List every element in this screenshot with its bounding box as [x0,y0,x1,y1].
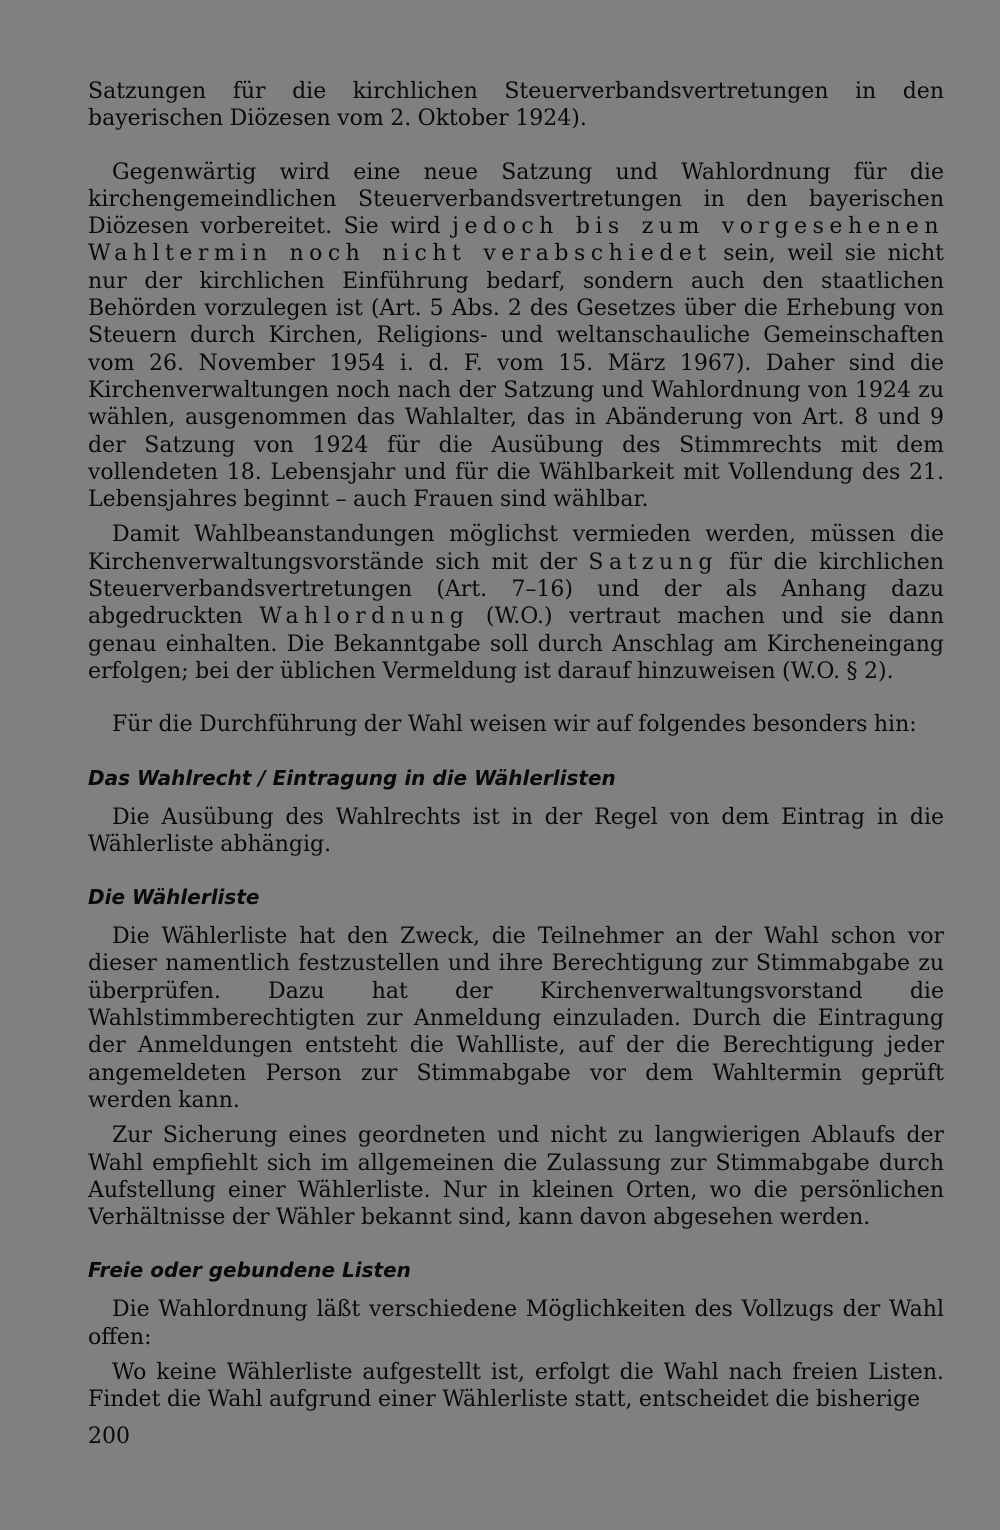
section-heading-waehlerliste: Die Wählerliste [88,885,260,910]
spaced-emphasis: jedoch bis zum vorgesehenen Wahltermin noch nicht verabschiedet [88,214,944,267]
text-run: sein, weil sie nicht nur der kirchlichen Einführung bedarf, sondern auch den staatlichen Behörden vorzulegen ist (Art. 5 Abs. 2 des Gesetzes über die Erhebung von Steuern durch Kirchen, Religions- und weltanschauliche Gemeinschaften vom 26. November 1954 i. d. F. vom 15. März 1967). Daher sind die Kirchenverwaltungen noch nach der Satzung und Wahlordnung von 1924 zu wählen, ausgenommen das Wahlalter, das in Abänderung von Art. 8 und 9 der Satzung von 1924 für die Ausübung des Stimmrechts mit dem vollendeten 18. Lebensjahr und für die Wählbarkeit mit Vollendung des 21. Lebensjahres beginnt – auch Frauen sind wählbar. [88,241,944,513]
document-page [88,78,944,1414]
spaced-emphasis: Wahlordnung [259,604,470,630]
paragraph-ausuebung: Die Ausübung des Wahlrechts ist in der Regel von dem Eintrag in die Wählerliste abhängig. [88,804,944,857]
paragraph-freie-listen: Wo keine Wählerliste aufgestellt ist, erfolgt die Wahl nach freien Listen. Findet die Wahl aufgrund einer Wählerliste statt, entscheidet die bisherige [88,1359,944,1413]
page-number: 200 [88,1424,130,1449]
paragraph-zweck: Die Wählerliste hat den Zweck, die Teilnehmer an der Wahl schon vor dieser namentlich festzustellen und ihre Berechtigung zur Stimmabgabe zu überprüfen. Dazu hat der Kirchenverwaltungsvorstand die Wahlstimmberechtigten zur Anmeldung einzuladen. Durch die Eintragung der Anmeldungen entsteht die Wahlliste, auf der die Berechtigung jeder angemeldeten Person zur Stimmabgabe vor dem Wahltermin geprüft werden kann. [88,924,944,1113]
paragraph-wahlordnung: Die Wahlordnung läßt verschiedene Möglichkeiten des Vollzugs der Wahl offen: [88,1297,944,1350]
spaced-emphasis: Satzung [588,549,718,575]
paragraph-wahlbeanstandungen [88,521,944,685]
paragraph-durchfuehrung: Für die Durchführung der Wahl weisen wir auf folgendes besonders hin: [112,712,917,738]
paragraph-continuation: Satzungen für die kirchlichen Steuerverbandsvertretungen in den bayerischen Diözesen vom 2. Oktober 1924). [88,79,944,132]
paragraph-new-statute [88,159,944,514]
section-heading-listen: Freie oder gebundene Listen [88,1258,411,1283]
text-run: Damit Wahlbeanstandungen möglichst vermieden werden, müssen die Kirchenverwaltungsvorstände sich mit der [88,522,944,575]
paragraph-sicherung: Zur Sicherung eines geordneten und nicht zu langwierigen Ablaufs der Wahl empfiehlt sich im allgemeinen die Zulassung zur Stimmabgabe durch Aufstellung einer Wählerliste. Nur in kleinen Orten, wo die persönlichen Verhältnisse der Wähler bekannt sind, kann davon abgesehen werden. [88,1123,944,1231]
text-run: (W.O.) vertraut machen und sie dann genau einhalten. Die Bekanntgabe soll durch Anschlag am Kircheneingang erfolgen; bei der üblichen Vermeldung ist darauf hinzuweisen (W.O. § 2). [88,604,944,684]
section-heading-wahlrecht: Das Wahlrecht / Eintragung in die Wählerlisten [88,765,616,790]
text-run: Gegenwärtig wird eine neue Satzung und Wahlordnung für die kirchengemeindlichen Steuerverbandsvertretungen in den bayerischen Diözesen vorbereitet. Sie wird [88,159,944,240]
text-run: für die kirchlichen Steuerverbandsvertretungen (Art. 7–16) und der als Anhang dazu abgedruckten [88,549,944,630]
